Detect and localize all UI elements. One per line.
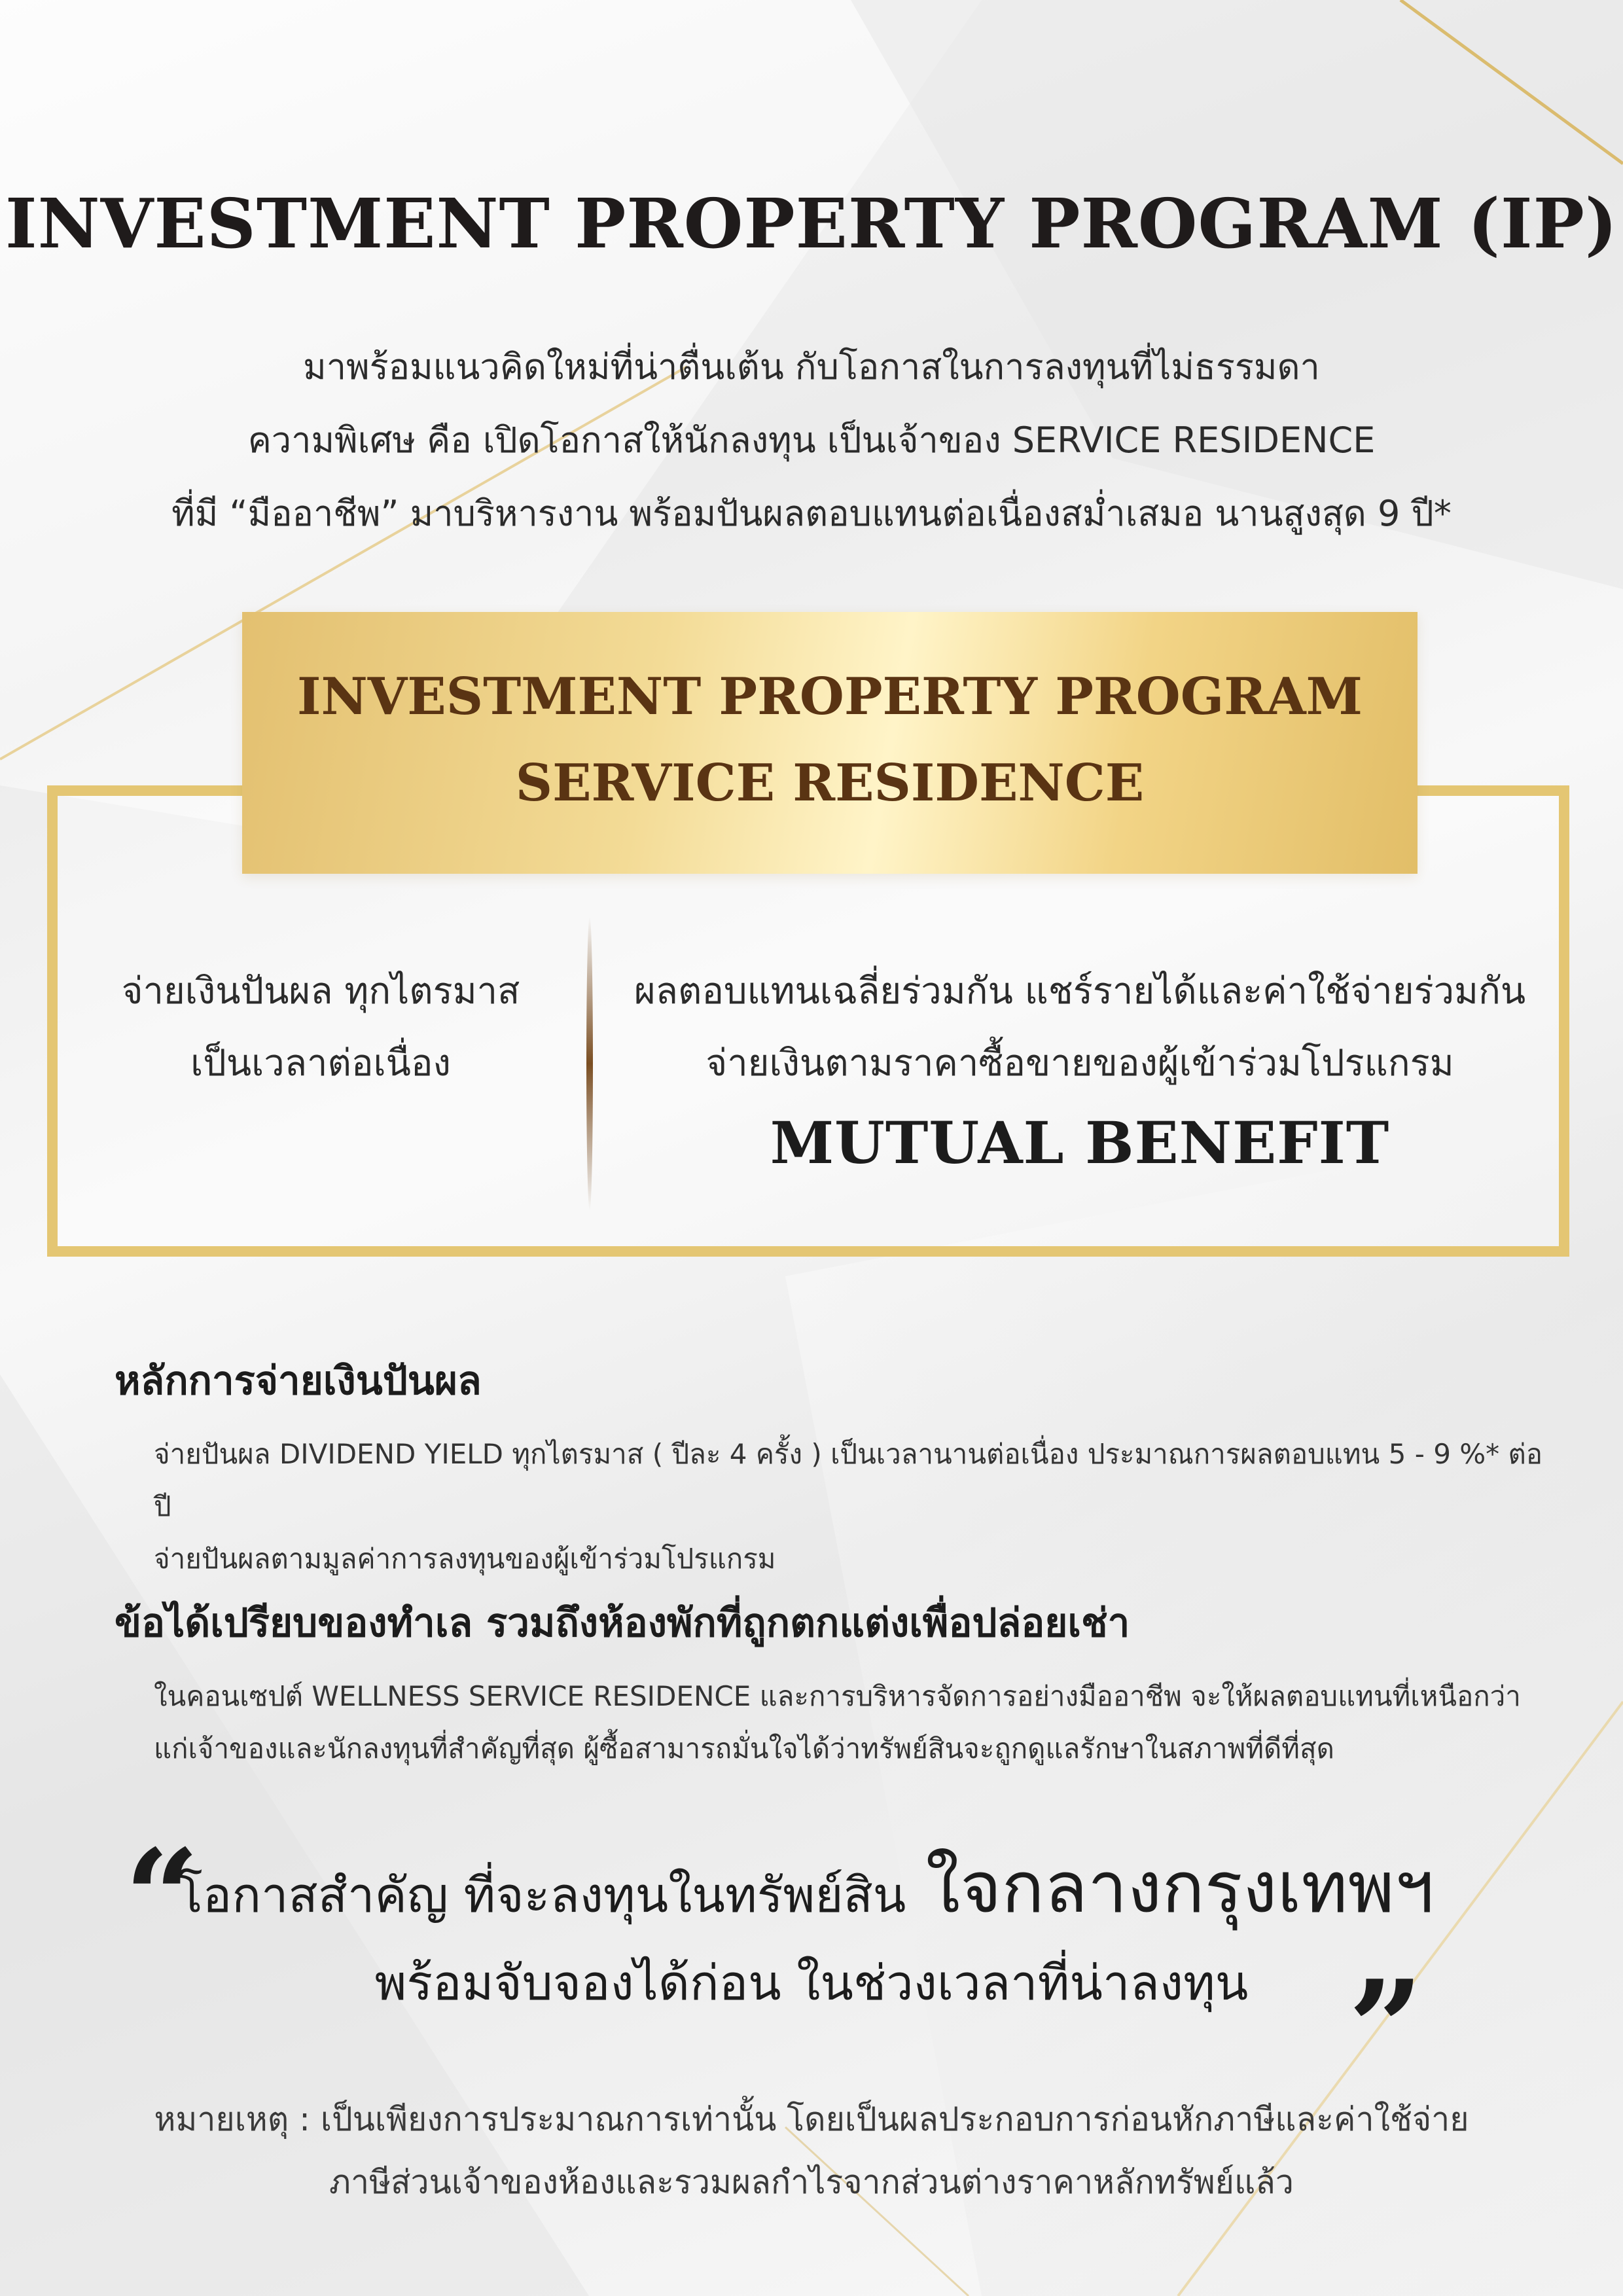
section-body [115, 1670, 1554, 1775]
program-banner [242, 612, 1418, 874]
footnote [0, 2088, 1623, 2214]
section-body-line: จ่ายปันผล DIVIDEND YIELD ทุกไตรมาส ( ปีละ 4 ครั้ง ) เป็นเวลานานต่อเนื่อง ประมาณการผลตอบแทน 5 - 9 %* ต่อปี [154, 1438, 1543, 1522]
quote-text: โอกาสสำคัญ ที่จะลงทุนในทรัพย์สิน [177, 1867, 906, 1924]
section-heading: หลักการจ่ายเงินปันผล [115, 1358, 482, 1404]
location-section [115, 1590, 1554, 1775]
intro-line: ที่มี “มืออาชีพ” มาบริหารงาน พร้อมปันผลตอบแทนต่อเนื่องสม่ำเสมอ นานสูงสุด 9 ปี* [171, 493, 1452, 534]
column-divider [586, 916, 593, 1211]
intro-line: มาพร้อมแนวคิดใหม่ที่น่าตื่นเต้น กับโอกาสในการลงทุนที่ไม่ธรรมดา [303, 346, 1320, 387]
quote-line-2: พร้อมจับจองได้ก่อน ในช่วงเวลาที่น่าลงทุน [374, 1955, 1249, 2011]
page-title: INVESTMENT PROPERTY PROGRAM (IP) [5, 183, 1618, 264]
section-heading: ข้อได้เปรียบของทำเล รวมถึงห้องพักที่ถูกตกแต่งเพื่อปล่อยเช่า [115, 1600, 1130, 1646]
intro-paragraph [0, 331, 1623, 550]
section-body [115, 1428, 1554, 1585]
feature-left [85, 956, 556, 1100]
feature-right-line: จ่ายเงินตามราคาซื้อขายของผู้เข้าร่วมโปรแกรม [705, 1042, 1454, 1085]
quote-highlight: ใจกลางกรุงเทพฯ [925, 1847, 1435, 1929]
close-quote-icon: ” [1348, 1952, 1424, 2106]
section-body-line: จ่ายปันผลตามมูลค่าการลงทุนของผู้เข้าร่วมโปรแกรม [154, 1543, 776, 1575]
footnote-line: ภาษีส่วนเจ้าของห้องและรวมผลกำไรจากส่วนต่างราคาหลักทรัพย์แล้ว [329, 2163, 1294, 2201]
feature-right [628, 956, 1531, 1177]
intro-line: ความพิเศษ คือ เปิดโอกาสให้นักลงทุน เป็นเจ้าของ SERVICE RESIDENCE [247, 420, 1376, 461]
feature-right-line: ผลตอบแทนเฉลี่ยร่วมกัน แชร์รายได้และค่าใช้จ่ายร่วมกัน [633, 970, 1526, 1013]
quote-line-1 [177, 1846, 1434, 1938]
feature-left-line: เป็นเวลาต่อเนื่อง [190, 1042, 451, 1085]
feature-left-line: จ่ายเงินปันผล ทุกไตรมาส [121, 970, 520, 1013]
section-body-line: ในคอนเซปต์ WELLNESS SERVICE RESIDENCE และการบริหารจัดการอย่างมืออาชีพ จะให้ผลตอบแทนที่เหนือกว่า [154, 1680, 1521, 1712]
banner-subtitle: SERVICE RESIDENCE [515, 753, 1145, 813]
banner-title: INVESTMENT PROPERTY PROGRAM [297, 667, 1363, 726]
section-body-line: แก่เจ้าของและนักลงทุนที่สำคัญที่สุด ผู้ซื้อสามารถมั่นใจได้ว่าทรัพย์สินจะถูกดูแลรักษาในสภาพที่ดีที่สุด [154, 1732, 1334, 1765]
open-quote-icon: “ [124, 1821, 200, 1975]
footnote-line: หมายเหตุ : เป็นเพียงการประมาณการเท่านั้น โดยเป็นผลประกอบการก่อนหักภาษีและค่าใช้จ่าย [154, 2100, 1469, 2138]
dividend-section [115, 1348, 1554, 1585]
mutual-benefit-heading: MUTUAL BENEFIT [770, 1109, 1390, 1177]
